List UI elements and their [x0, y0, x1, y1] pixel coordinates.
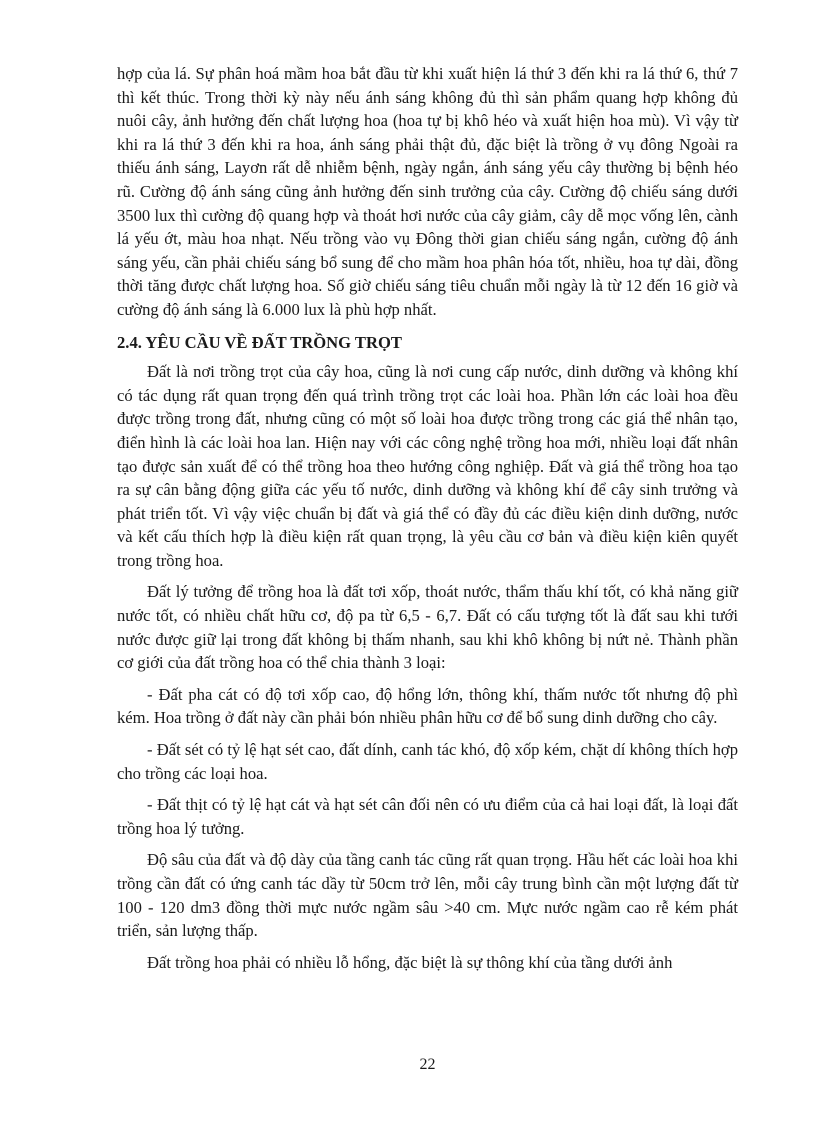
paragraph-soil-pores: Đất trồng hoa phải có nhiều lỗ hổng, đặc biệt là sự thông khí của tầng dưới ảnh	[147, 952, 673, 972]
paragraph-ideal-soil: Đất lý tưởng để trồng hoa là đất tơi xốp, thoát nước, thẩm thấu khí tốt, có khả năng giữ nước tốt, có nhiều chất hữu cơ, độ pa từ 6,5 - 6,7. Đất có cấu tượng tốt là đất sau khi tưới nước được giữ lại trong đất không bị thấm nhanh, sau khi khô không bị nứt nẻ. Thành phần cơ giới của đất trồng hoa có thể chia thành 3 loại:	[117, 582, 738, 673]
bullet-loam-soil: - Đất thịt có tỷ lệ hạt cát và hạt sét cân đối nên có ưu điểm của cả hai loại đất, là loại đất trồng hoa lý tưởng.	[117, 795, 738, 838]
bullet-clay-soil: - Đất sét có tỷ lệ hạt sét cao, đất dính, canh tác khó, độ xốp kém, chặt dí không thích hợp cho trồng các loại hoa.	[117, 740, 738, 783]
paragraph-intro: hợp của lá. Sự phân hoá mầm hoa bắt đầu từ khi xuất hiện lá thứ 3 đến khi ra lá thứ 6, thứ 7 thì kết thúc. Trong thời kỳ này nếu ánh sáng không đủ thì sản phẩm quang hợp không đủ nuôi cây, ảnh hưởng đến chất lượng hoa (hoa tự bị khô héo và xuất hiện hoa mù). Vì vậy từ khi ra lá thứ 3 đến khi ra hoa, ánh sáng phải thật đủ, đặc biệt là trồng ở vụ đông Ngoài ra thiếu ánh sáng, Layơn rất dễ nhiễm bệnh, ngày ngắn, ánh sáng yếu cây thường bị bệnh héo rũ. Cường độ ánh sáng cũng ảnh hưởng đến sinh trưởng của cây. Cường độ chiếu sáng dưới 3500 lux thì cường độ quang hợp và thoát hơi nước của cây giảm, cây dễ mọc vống lên, cành lá yếu ớt, màu hoa nhạt. Nếu trồng vào vụ Đông thời gian chiếu sáng ngắn, cường độ ánh sáng yếu, cần phải chiếu sáng bổ sung để cho mầm hoa phân hóa tốt, nhiều, hoa tự dài, đồng thời tăng được chất lượng hoa. Số giờ chiếu sáng tiêu chuẩn mỗi ngày là từ 12 đến 16 giờ và cường độ ánh sáng là 6.000 lux là phù hợp nhất.	[117, 64, 738, 319]
section-heading: 2.4. YÊU CẦU VỀ ĐẤT TRỒNG TRỌT	[117, 332, 402, 352]
paragraph-soil-depth: Độ sâu của đất và độ dày của tầng canh tác cũng rất quan trọng. Hầu hết các loài hoa khi trồng cần đất có ứng canh tác dầy từ 50cm trở lên, mỗi cây trung bình cần một lượng đất từ 100 - 120 dm3 đồng thời mực nước ngầm sâu >40 cm. Mực nước ngầm cao rễ kém phát triển, sản lượng thấp.	[117, 850, 738, 941]
bullet-sandy-soil: - Đất pha cát có độ tơi xốp cao, độ hổng lớn, thông khí, thấm nước tốt nhưng độ phì kém. Hoa trồng ở đất này cần phải bón nhiều phân hữu cơ để bổ sung dinh dưỡng cho cây.	[117, 684, 738, 728]
page-number: 22	[419, 1056, 436, 1073]
paragraph-soil-role: Đất là nơi trồng trọt của cây hoa, cũng là nơi cung cấp nước, dinh dưỡng và không khí có tác dụng rất quan trọng đến quá trình trồng trọt các loài hoa. Phần lớn các loài hoa đều được trồng trong đất, nhưng cũng có một số loài hoa được trồng trong các giá thể nhân tạo, điển hình là các loài hoa lan. Hiện nay với các công nghệ trồng hoa mới, nhiều loại đất nhân tạo được sản xuất để có thể trồng hoa theo hướng công nghiệp. Đất và giá thể trồng hoa tạo ra sự cân bằng động giữa các yếu tố nước, dinh dưỡng và không khí để cây sinh trưởng và phát triển tốt. Vì vậy việc chuẩn bị đất và giá thể có đầy đủ các điều kiện dinh dưỡng, nước và kết cấu thích hợp là điều kiện rất quan trọng, là yêu cầu cơ bản và điều kiện kiên quyết trong trồng hoa.	[117, 362, 738, 570]
